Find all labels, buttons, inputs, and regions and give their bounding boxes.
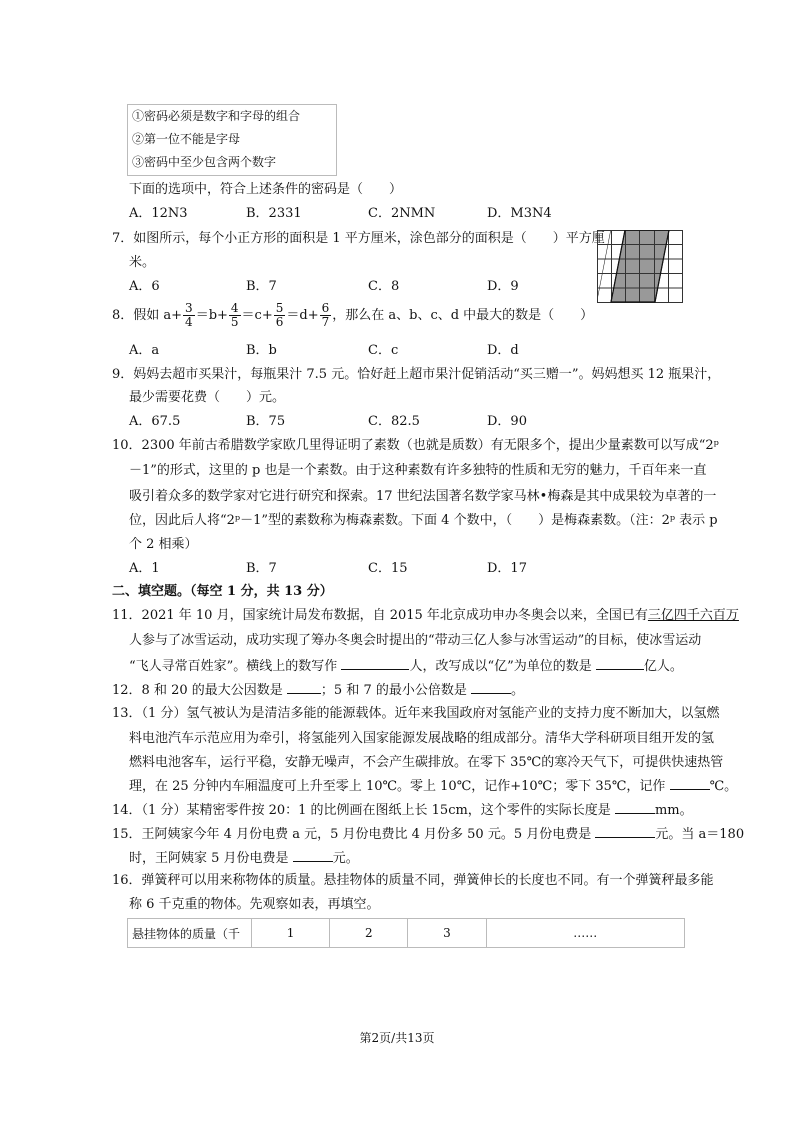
q11-line3 — [129, 656, 683, 676]
q8-option-d: D．d — [487, 343, 519, 358]
q16-line1: 16．弹簧秤可以用来称物体的质量。悬挂物体的质量不同，弹簧伸长的长度也不同。有一个弹簧秤最多能 — [112, 873, 714, 888]
fraction-denominator: 6 — [275, 315, 284, 329]
table-cell: 2 — [330, 919, 408, 948]
q13-line3: 燃料电池客车，运行平稳，安静无噪声，不会产生碳排放。在零下 35℃的寒冷天气下，可提供快速热管 — [129, 755, 724, 770]
q15-text: 15．王阿姨家今年 4 月份电费 a 元，5 月份电费比 4 月份多 50 元。5 月份电费是 — [112, 827, 592, 842]
q9-line2: 最少需要花费（ ）元。 — [129, 390, 286, 405]
q11-text: “飞人寻常百姓家”。横线上的数写作 — [129, 659, 338, 674]
fraction-numerator: 3 — [185, 301, 193, 315]
q8-part2: ＝b+ — [195, 308, 228, 323]
q14-text: 14．（1 分）某精密零件按 20：1 的比例画在图纸上长 15cm，这个零件的实际长度是 — [112, 803, 611, 818]
fraction-denominator: 7 — [321, 315, 330, 329]
fraction-4-5 — [229, 302, 241, 329]
page-footer: 第2页/共13页 — [359, 1031, 435, 1045]
q8-part3: ＝c+ — [241, 308, 273, 323]
fraction-numerator: 5 — [275, 301, 284, 315]
q10-option-a: A．1 — [129, 561, 160, 576]
fraction-6-7 — [320, 302, 332, 329]
q11-line1 — [112, 607, 739, 625]
q8-option-c: C．c — [368, 343, 399, 358]
q8-option-b: B．b — [246, 343, 277, 358]
fraction-5-6 — [274, 302, 286, 329]
q15-line2 — [129, 848, 359, 868]
q6-option-d: D．M3N4 — [487, 206, 552, 221]
q7-option-d: D．9 — [487, 279, 519, 294]
answer-blank[interactable] — [670, 776, 710, 790]
q8-part4: ＝d+ — [286, 308, 319, 323]
q7-option-a: A．6 — [129, 279, 160, 294]
q12-line — [112, 680, 524, 700]
q11-text: 11．2021 年 10 月，国家统计局发布数据，自 2015 年北京成功申办冬奥会以来，全国已有 — [112, 608, 648, 623]
fraction-denominator: 4 — [185, 315, 193, 329]
q11-underlined-number: 三亿四千六百万 — [647, 608, 739, 623]
answer-blank[interactable] — [615, 800, 655, 814]
answer-blank[interactable] — [341, 656, 409, 670]
fraction-3-4 — [183, 302, 195, 329]
q6-option-b: B．2331 — [246, 206, 302, 221]
section-2-heading: 二、填空题。（每空 1 分，共 13 分） — [112, 584, 333, 599]
q8-part1: 8．假如 a+ — [112, 308, 183, 323]
q11-text: 人，改写成以“亿”为单位的数是 — [409, 659, 592, 674]
q10-option-c: C．15 — [368, 561, 408, 576]
q11-line2: 人参与了冰雪运动，成功实现了筹办冬奥会时提出的“带动三亿人参与冰雪运动”的目标，使冰雪运动 — [129, 633, 702, 648]
fraction-numerator: 4 — [230, 301, 239, 315]
q15-text: 元。 — [332, 851, 359, 866]
q10-option-b: B．7 — [246, 561, 277, 576]
q13-text: 理，在 25 分钟内车厢温度可上升至零上 10℃。零上 10℃，记作+10℃；零下 35℃，记作 — [129, 779, 666, 794]
q15-text: 元。当 a＝180 — [655, 827, 745, 842]
q8-option-a: A．a — [129, 343, 160, 358]
q13-text: ℃。 — [709, 779, 738, 794]
table-row — [128, 919, 685, 948]
answer-blank[interactable] — [293, 848, 333, 862]
q7-grid-figure — [597, 230, 683, 304]
q9-option-a: A．67.5 — [129, 414, 181, 429]
q10-line5: 个 2 相乘） — [129, 537, 198, 552]
table-cell: …… — [486, 919, 684, 948]
q11-text: 亿人。 — [643, 659, 683, 674]
rule-1: ①密码必须是数字和字母的组合 — [132, 109, 301, 123]
fraction-numerator: 6 — [321, 301, 330, 315]
q9-option-c: C．82.5 — [368, 414, 420, 429]
q8-part5: ，那么在 a、b、c、d 中最大的数是（ ） — [332, 308, 594, 323]
q15-text: 时，王阿姨家 5 月份电费是 — [129, 851, 289, 866]
fraction-denominator: 5 — [230, 315, 239, 329]
table-cell: 3 — [408, 919, 486, 948]
q16-line2: 称 6 千克重的物体。先观察如表，再填空。 — [129, 897, 380, 912]
q7-line2: 米。 — [129, 255, 156, 270]
q10-line4: 位，因此后人将“2ᵖ－1”型的素数称为梅森素数。下面 4 个数中，（ ）是梅森素数。（注：2ᵖ 表示 p — [129, 513, 718, 528]
rule-3: ③密码中至少包含两个数字 — [132, 155, 277, 169]
answer-blank[interactable] — [287, 680, 321, 694]
q12-text: 。 — [511, 683, 525, 698]
table-header-cell: 悬挂物体的质量（千 — [128, 919, 252, 948]
q10-line1: 10．2300 年前古希腊数学家欧几里得证明了素数（也就是质数）有无限多个，提出少量素数可以写成“2ᵖ — [112, 438, 719, 453]
q6-stem: 下面的选项中，符合上述条件的密码是（ ） — [129, 182, 403, 197]
rules-box — [127, 104, 337, 176]
q8-stem — [112, 300, 593, 332]
answer-blank[interactable] — [471, 680, 511, 694]
q7-option-c: C．8 — [368, 279, 400, 294]
q13-line4 — [129, 776, 737, 796]
q9-option-b: B．75 — [246, 414, 286, 429]
q6-option-c: C．2NMN — [368, 206, 436, 221]
q10-line3: 吸引着众多的数学家对它进行研究和探索。17 世纪法国著名数学家马林•梅森是其中成果较为卓著的一 — [129, 489, 717, 504]
rule-2: ②第一位不能是字母 — [132, 132, 241, 146]
q12-text: 12．8 和 20 的最大公因数是 — [112, 683, 283, 698]
q14-line — [112, 800, 693, 820]
q7-option-b: B．7 — [246, 279, 277, 294]
q13-line2: 料电池汽车示范应用为牵引，将氢能列入国家能源发展战略的组成部分。清华大学科研项目组开发的氢 — [129, 731, 715, 746]
answer-blank[interactable] — [595, 824, 655, 838]
answer-blank[interactable] — [596, 656, 644, 670]
q15-line1 — [112, 824, 744, 844]
q7-line1: 7．如图所示，每个小正方形的面积是 1 平方厘米，涂色部分的面积是（ ）平方厘 — [112, 231, 605, 246]
q9-option-d: D．90 — [487, 414, 527, 429]
q16-table — [127, 918, 685, 948]
q6-option-a: A．12N3 — [129, 206, 188, 221]
q10-line2: －1”的形式，这里的 p 也是一个素数。由于这种素数有许多独特的性质和无穷的魅力，千百年来一直 — [129, 463, 707, 478]
q9-line1: 9．妈妈去超市买果汁，每瓶果汁 7.5 元。恰好赶上超市果汁促销活动“买三赠一”。妈妈想买 12 瓶果汁， — [112, 367, 721, 382]
q13-line1: 13．（1 分）氢气被认为是清洁多能的能源载体。近年来我国政府对氢能产业的支持力度不断加大，以氢燃 — [112, 706, 720, 721]
q14-text: mm。 — [654, 803, 693, 818]
table-cell: 1 — [252, 919, 330, 948]
q12-text: ；5 和 7 的最小公倍数是 — [320, 683, 467, 698]
q10-option-d: D．17 — [487, 561, 527, 576]
